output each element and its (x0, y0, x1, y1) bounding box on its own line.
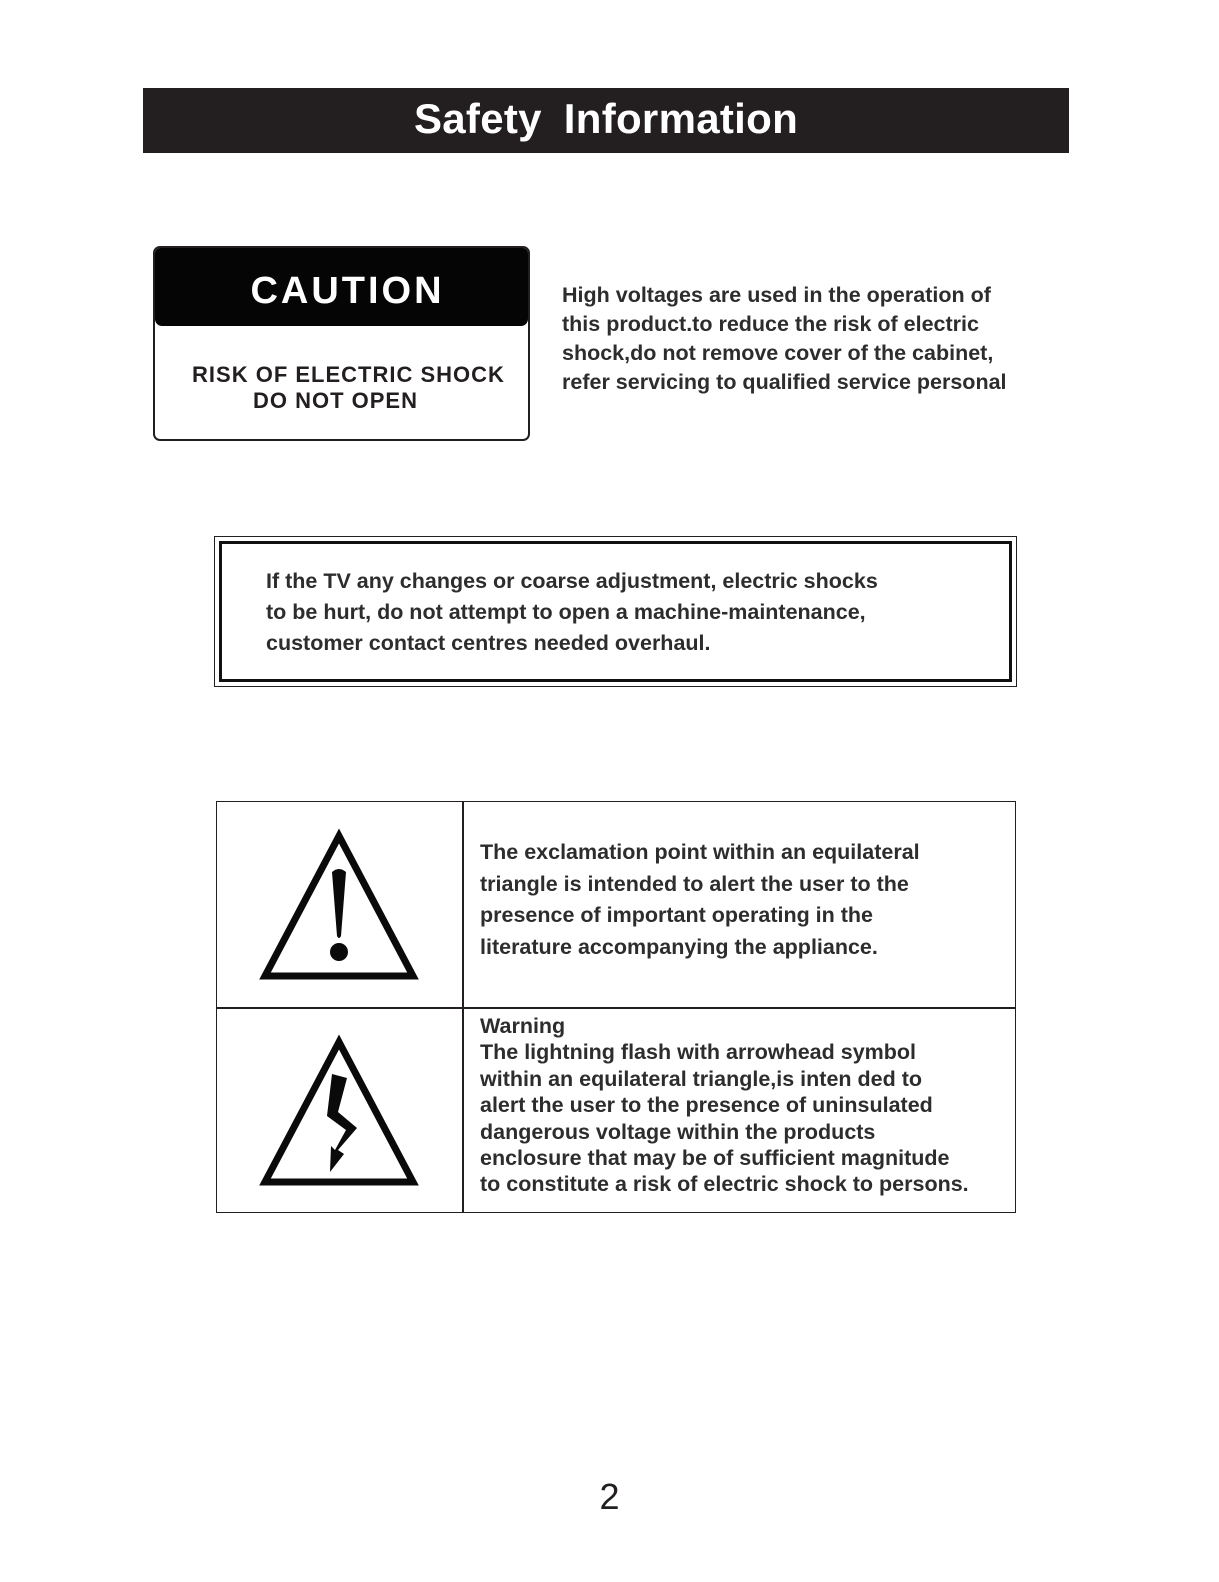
warning-text: The lightning flash with arrowhead symbol within an equilateral triangle,is inten ded to alert the user to the presence of uninsulated dangerous voltage within the products enclosure that may be of sufficient magnitude to constitute a risk of electric shock to persons. (480, 1040, 969, 1197)
exclamation-triangle-icon (258, 828, 420, 982)
table-row-divider (217, 1007, 1015, 1009)
page-number: 2 (599, 1476, 620, 1517)
caution-header (155, 248, 528, 326)
high-voltage-notice: High voltages are used in the operation of this product.to reduce the risk of electric shock,do not remove cover of the cabinet, refer servicing to qualified service personal (562, 283, 1007, 394)
lightning-triangle-icon (258, 1034, 420, 1188)
exclamation-symbol-description: The exclamation point within an equilateral triangle is intended to alert the user to the presence of important operating in the literature accompanying the appliance. (480, 840, 920, 960)
page-title: Safety Information (413, 94, 799, 142)
caution-label (153, 246, 530, 441)
caution-body (155, 326, 528, 414)
boxed-notice-text: If the TV any changes or coarse adjustment, electric shocks to be hurt, do not attempt to open a machine-maintenance, customer contact centres needed overhaul. (266, 569, 878, 655)
header-bar (143, 88, 1069, 153)
caution-title: CAUTION (250, 269, 445, 312)
caution-do-not-open-text: DO NOT OPEN (252, 388, 418, 413)
caution-risk-text: RISK OF ELECTRIC SHOCK (192, 362, 505, 387)
warning-title: Warning (480, 1014, 566, 1038)
lightning-symbol-description (480, 1013, 1010, 1198)
